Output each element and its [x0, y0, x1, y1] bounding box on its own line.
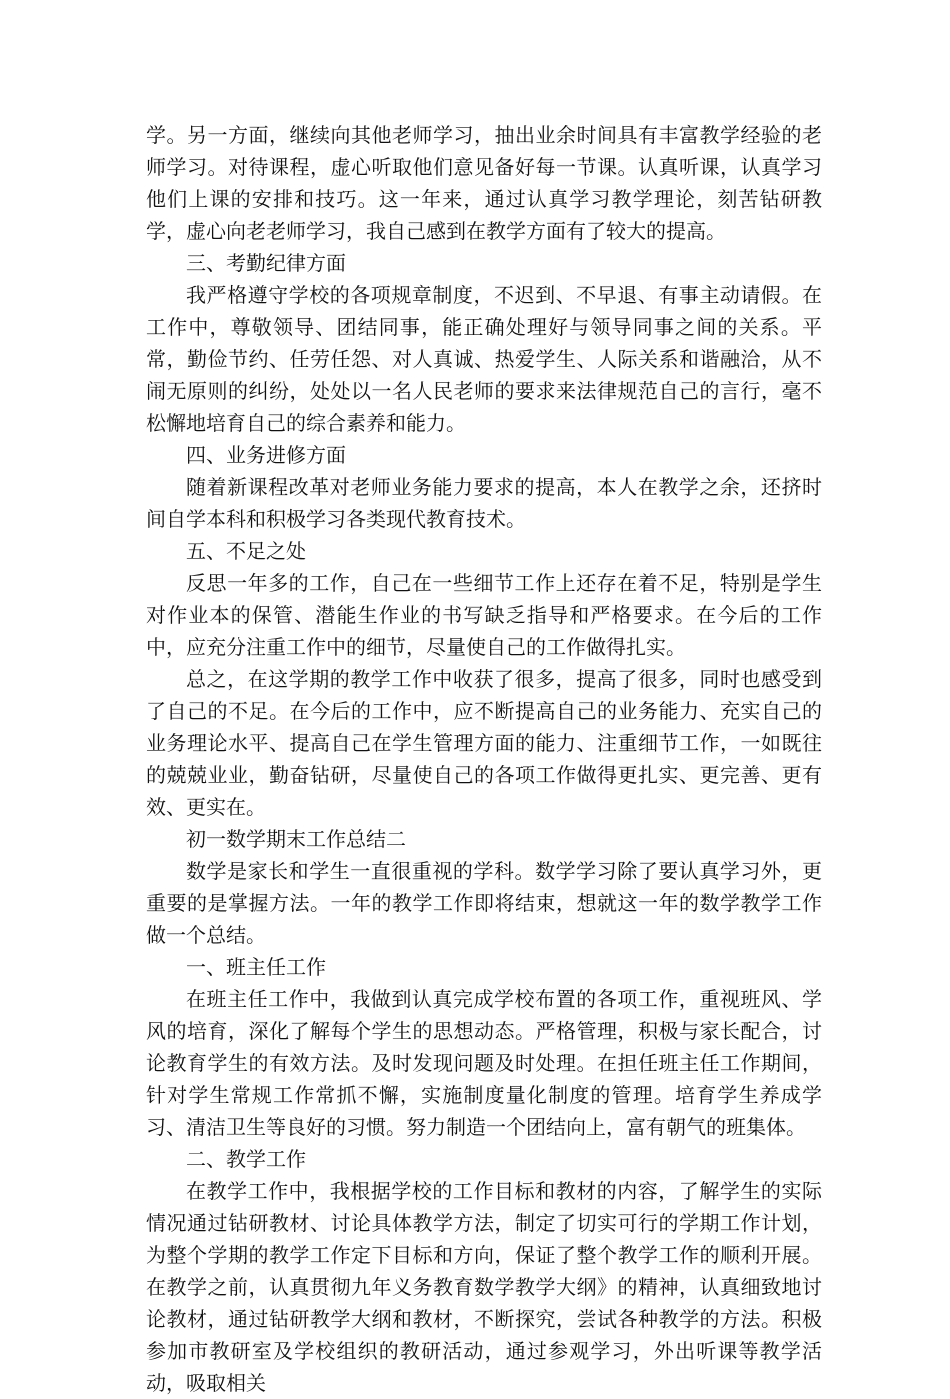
- section-heading: 五、不足之处: [186, 539, 306, 563]
- paragraph: 总之，在这学期的教学工作中收获了很多，提高了很多，同时也感受到了自己的不足。在今后的工作中，应不断提高自己的业务能力、充实自己的业务理论水平、提高自己在学生管理方面的能力、注重细节工作，一如既往的兢兢业业，勤奋钻研，尽量使自己的各项工作做得更扎实、更完善、更有效、更实在。: [146, 667, 822, 819]
- paragraph: 反思一年多的工作，自己在一些细节工作上还存在着不足，特别是学生对作业本的保管、潜能生作业的书写缺乏指导和严格要求。在今后的工作中，应充分注重工作中的细节，尽量使自己的工作做得扎实。: [146, 571, 822, 659]
- document-body: [146, 119, 822, 1399]
- section-heading: 三、考勤纪律方面: [186, 251, 346, 275]
- paragraph: 学。另一方面，继续向其他老师学习，抽出业余时间具有丰富教学经验的老师学习。对待课程，虚心听取他们意见备好每一节课。认真听课，认真学习他们上课的安排和技巧。这一年来，通过认真学习教学理论，刻苦钻研教学，虚心向老老师学习，我自己感到在教学方面有了较大的提高。: [146, 123, 822, 243]
- paragraph: 数学是家长和学生一直很重视的学科。数学学习除了要认真学习外，更重要的是掌握方法。一年的教学工作即将结束，想就这一年的数学教学工作做一个总结。: [146, 859, 822, 947]
- section-heading: 四、业务进修方面: [186, 443, 346, 467]
- section-heading: 初一数学期末工作总结二: [186, 827, 406, 851]
- paragraph: 我严格遵守学校的各项规章制度，不迟到、不早退、有事主动请假。在工作中，尊敬领导、团结同事，能正确处理好与领导同事之间的关系。平常，勤俭节约、任劳任怨、对人真诚、热爱学生、人际关系和谐融洽，从不闹无原则的纠纷，处处以一名人民老师的要求来法律规范自己的言行，毫不松懈地培育自己的综合素养和能力。: [146, 283, 822, 435]
- section-heading: 二、教学工作: [186, 1147, 306, 1171]
- paragraph: 在教学工作中，我根据学校的工作目标和教材的内容，了解学生的实际情况通过钻研教材、讨论具体教学方法，制定了切实可行的学期工作计划，为整个学期的教学工作定下目标和方向，保证了整个教学工作的顺利开展。在教学之前，认真贯彻九年义务教育数学教学大纲》的精神，认真细致地讨论教材，通过钻研教学大纲和教材，不断探究，尝试各种教学的方法。积极参加市教研室及学校组织的教研活动，通过参观学习，外出听课等教学活动，吸取相关: [146, 1179, 822, 1395]
- paragraph: 在班主任工作中，我做到认真完成学校布置的各项工作，重视班风、学风的培育，深化了解每个学生的思想动态。严格管理，积极与家长配合，讨论教育学生的有效方法。及时发现问题及时处理。在担任班主任工作期间，针对学生常规工作常抓不懈，实施制度量化制度的管理。培育学生养成学习、清洁卫生等良好的习惯。努力制造一个团结向上，富有朝气的班集体。: [146, 987, 822, 1139]
- section-heading: 一、班主任工作: [186, 955, 326, 979]
- paragraph: 随着新课程改革对老师业务能力要求的提高，本人在教学之余，还挤时间自学本科和积极学习各类现代教育技术。: [146, 475, 822, 531]
